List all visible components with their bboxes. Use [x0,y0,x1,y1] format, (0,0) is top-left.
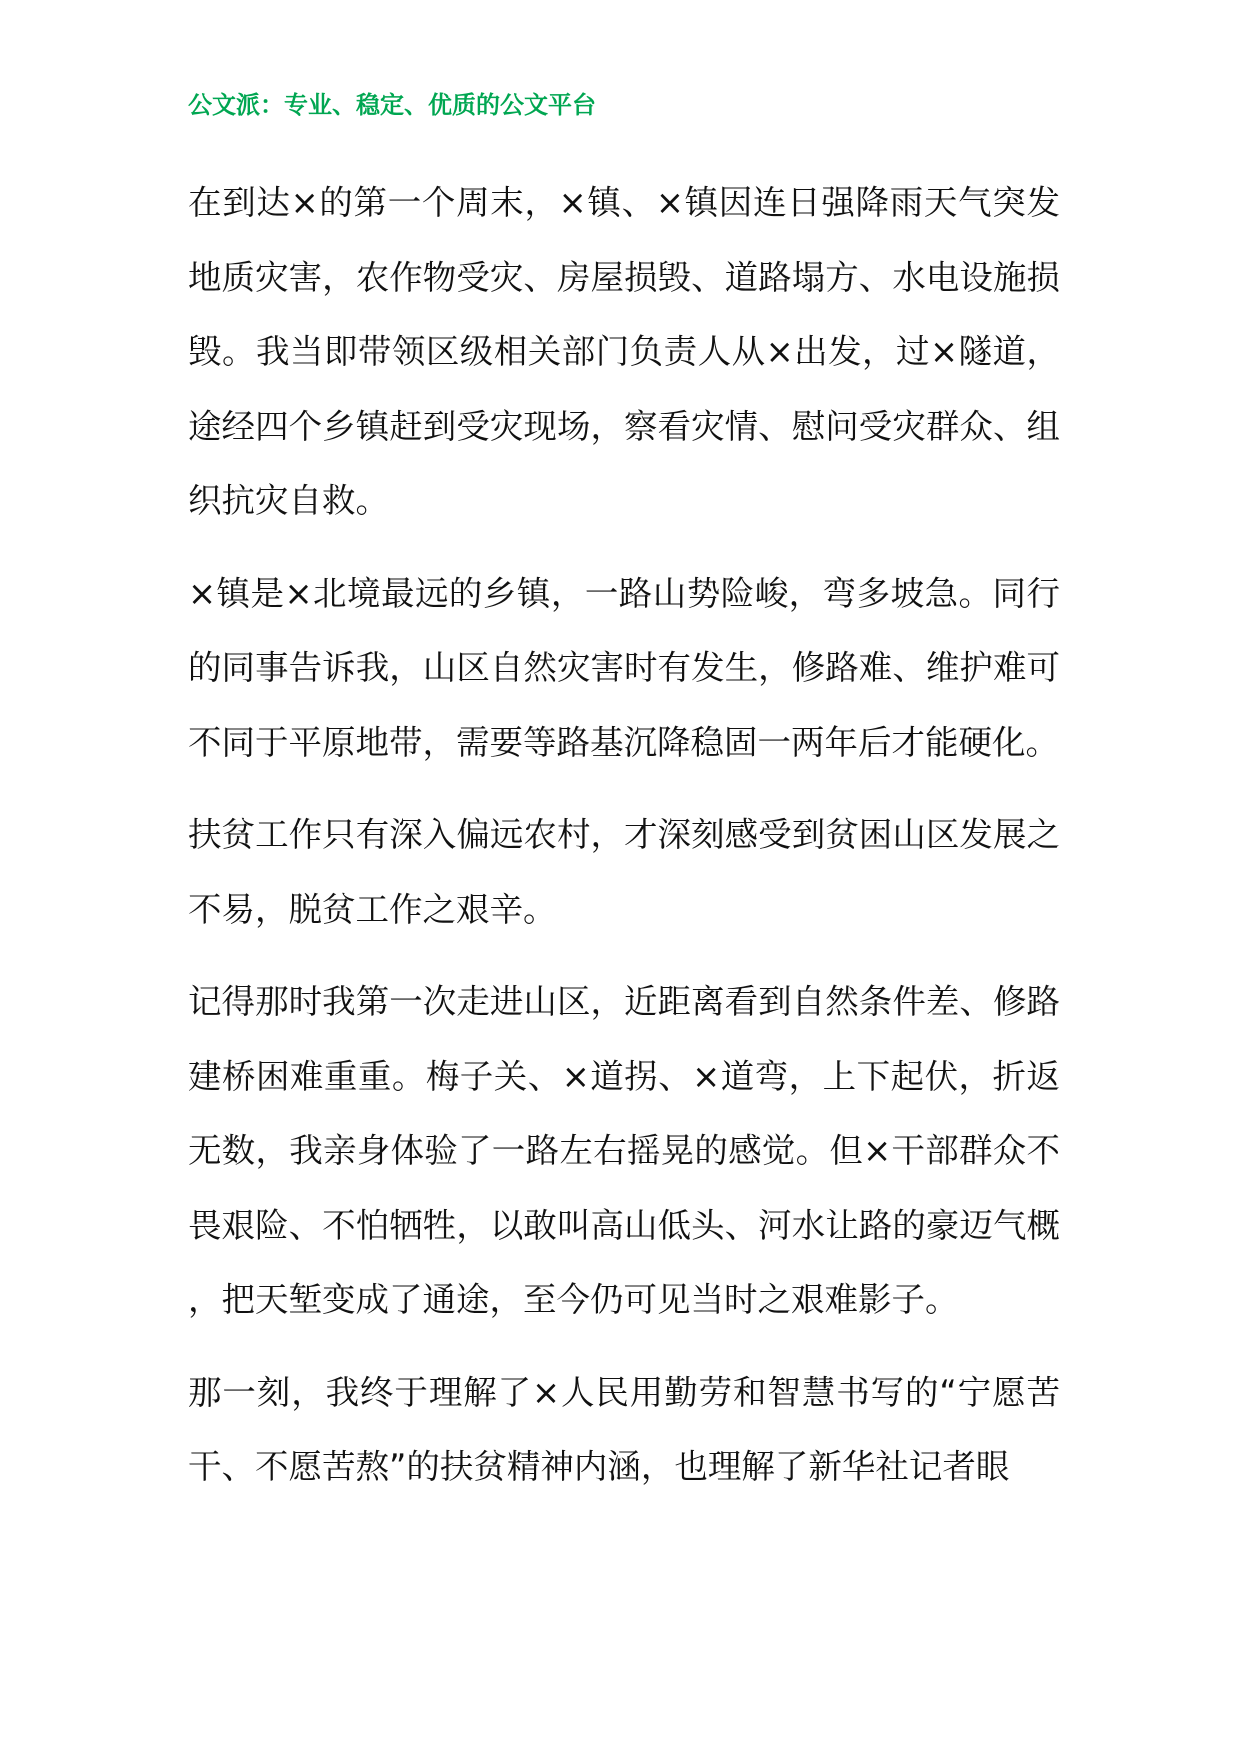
header-title: 公文派：专业、稳定、优质的公文平台 [188,90,596,119]
paragraph: 记得那时我第一次走进山区，近距离看到自然条件差、修路建桥困难重重。梅子关、×道拐、×道弯，上下起伏，折返无数，我亲身体验了一路左右摇晃的感觉。但×干部群众不畏艰险、不怕牺牲，以敢叫高山低头、河水让路的豪迈气概，把天堑变成了通途，至今仍可见当时之艰难影子。 [188,982,1060,1319]
paragraph: ×镇是×北境最远的乡镇，一路山势险峻，弯多坡急。同行的同事告诉我，山区自然灾害时有发生，修路难、维护难可不同于平原地带，需要等路基沉降稳固一两年后才能硬化。 [188,573,1060,762]
paragraph: 在到达×的第一个周末，×镇、×镇因连日强降雨天气突发地质灾害，农作物受灾、房屋损毁、道路塌方、水电设施损毁。我当即带领区级相关部门负责人从×出发，过×隧道，途经四个乡镇赶到受灾现场，察看灾情、慰问受灾群众、组织抗灾自救。 [188,183,1060,520]
document-body [188,166,1060,1523]
paragraph: 那一刻，我终于理解了×人民用勤劳和智慧书写的“宁愿苦干、不愿苦熬”的扶贫精神内涵，也理解了新华社记者眼 [188,1372,1060,1486]
paragraph: 扶贫工作只有深入偏远农村，才深刻感受到贫困山区发展之不易，脱贫工作之艰辛。 [188,815,1060,929]
